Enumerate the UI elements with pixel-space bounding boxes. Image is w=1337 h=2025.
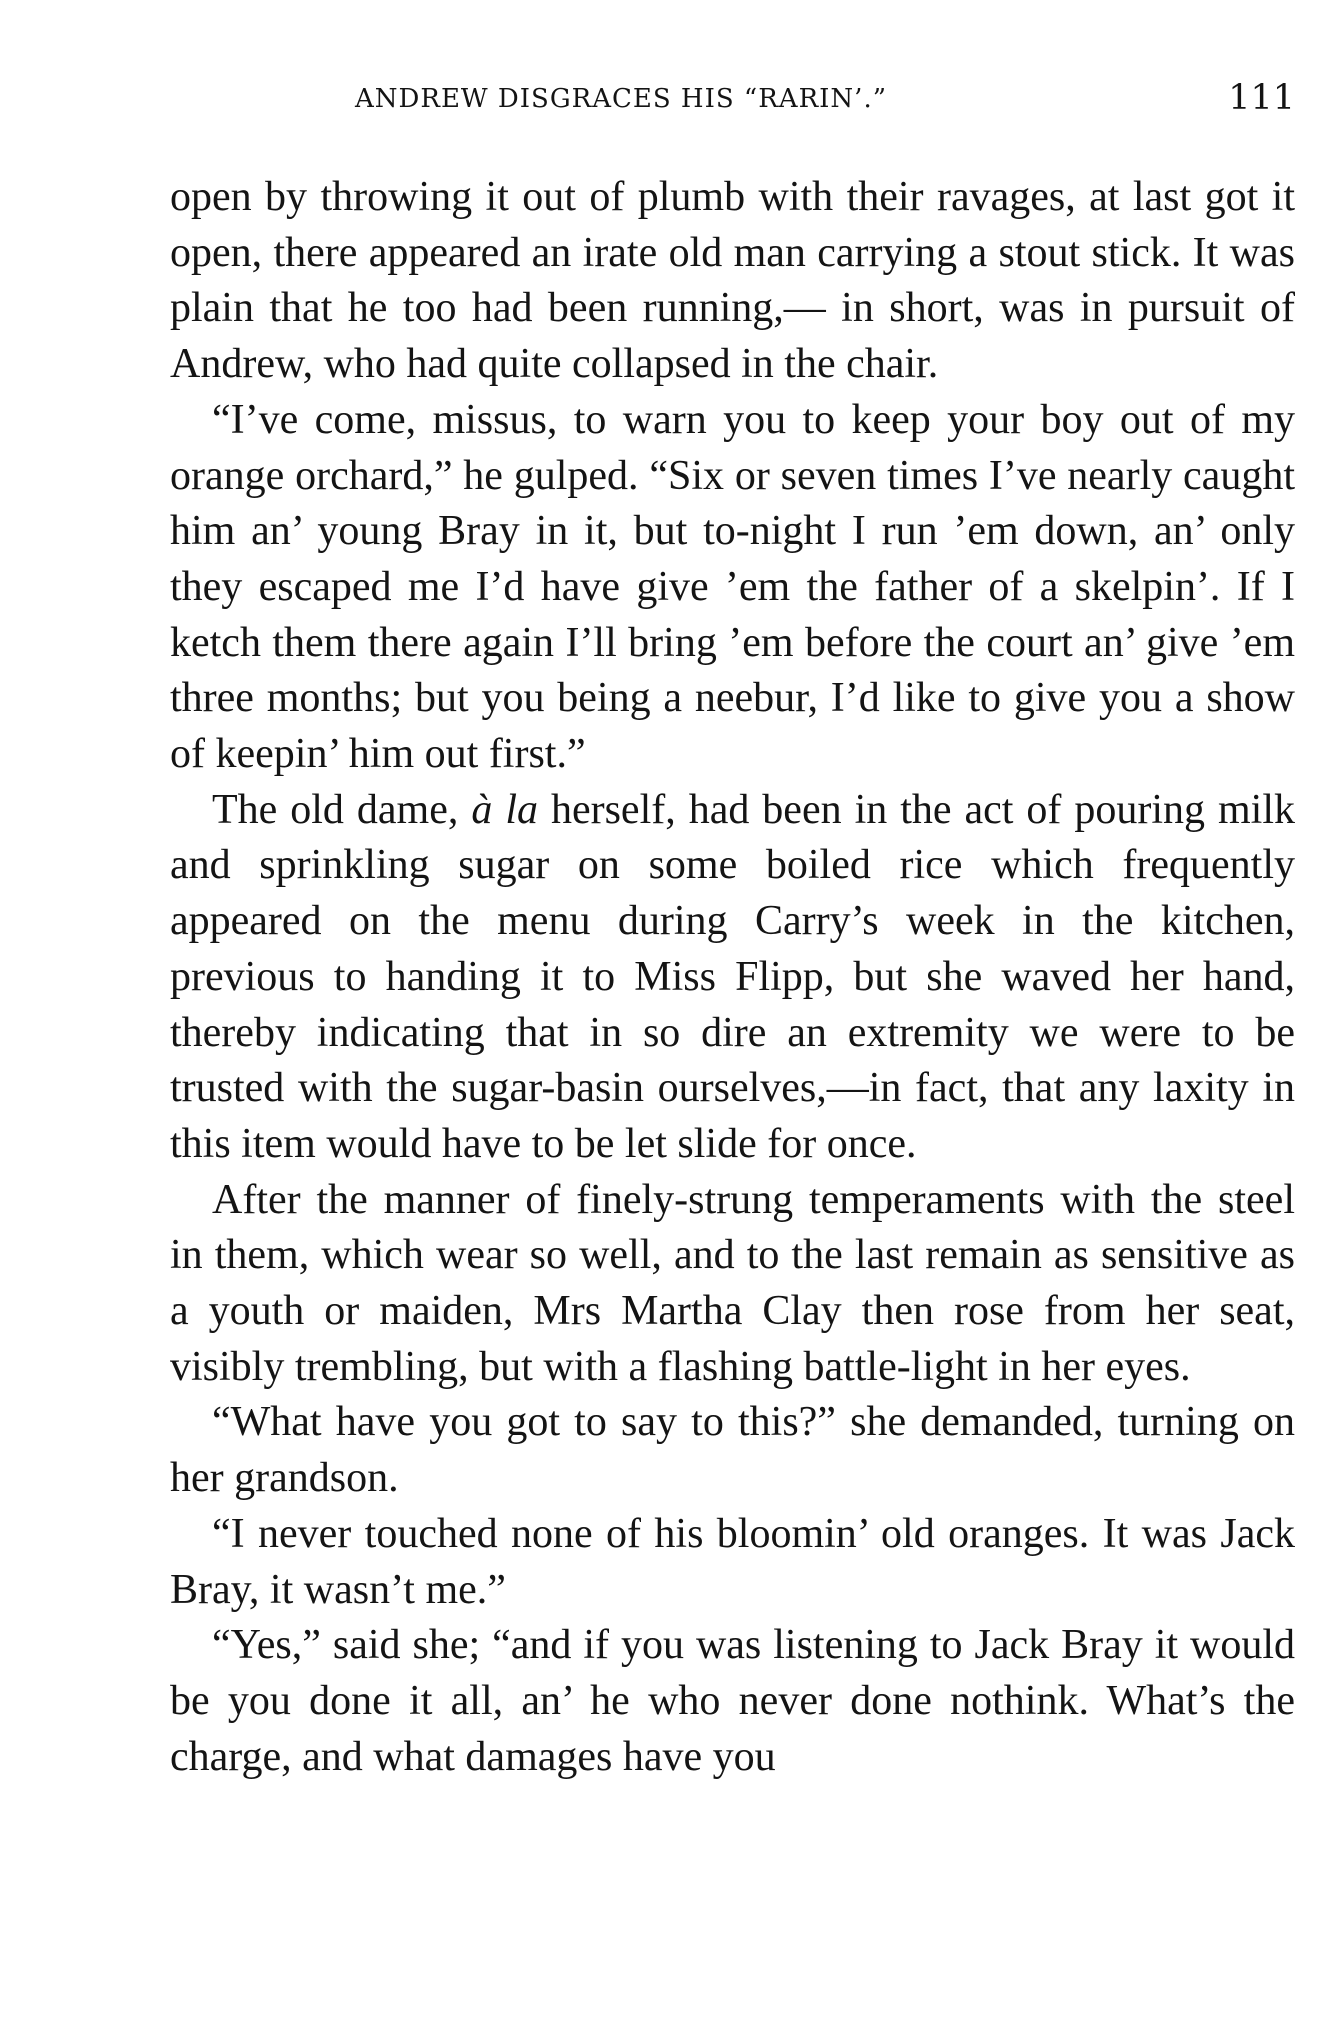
paragraph-1: open by throwing it out of plumb with their ravages, at last got it open, there appeared an irate old man carrying a stout stick. It was plain that he too had been running,— in short, was in pursuit of Andrew, who had quite collapsed in the chair. bbox=[170, 174, 1295, 388]
paragraph-3-italic: à la bbox=[471, 786, 538, 833]
running-head: ANDREW DISGRACES HIS “RARIN’.” bbox=[355, 84, 887, 114]
paragraph-3-after: herself, had been in the act of pouring milk and sprinkling sugar on some boiled rice which frequently appeared on the menu during Carry’s week in the kitchen, previous to handing it to Miss Flipp, but she waved her hand, thereby indicating that in so dire an extremity we were to be trusted with the sugar-basin ourselves,—in fact, that any laxity in this item would have to be let slide for once. bbox=[170, 786, 1295, 1167]
page-number: 111 bbox=[1228, 78, 1295, 118]
paragraph-5: “What have you got to say to this?” she demanded, turning on her grandson. bbox=[170, 1399, 1295, 1502]
page-header bbox=[170, 78, 1295, 128]
paragraph-3 bbox=[170, 783, 1295, 1173]
paragraph-2: “I’ve come, missus, to warn you to keep your boy out of my orange orchard,” he gulped. “Six or seven times I’ve nearly caught him an’ young Bray in it, but to-night I run ’em down, an’ only they escaped me I’d have give ’em the father of a skelpin’. If I ketch them there again I’ll bring ’em before the court an’ give ’em three months; but you being a neebur, I’d like to give you a show of keepin’ him out first.” bbox=[170, 396, 1295, 778]
paragraph-4: After the manner of finely-strung temperaments with the steel in them, which wear so well, and to the last remain as sensitive as a youth or maiden, Mrs Martha Clay then rose from her seat, visibly trembling, but with a flashing battle-light in her eyes. bbox=[170, 1176, 1295, 1390]
paragraph-7: “Yes,” said she; “and if you was listening to Jack Bray it would be you done it all, an’ he who never done nothink. What’s the charge, and what damages have you bbox=[170, 1622, 1295, 1780]
paragraph-6: “I never touched none of his bloomin’ old oranges. It was Jack Bray, it wasn’t me.” bbox=[170, 1510, 1295, 1613]
paragraph-3-before: The old dame, bbox=[212, 786, 472, 833]
body-text bbox=[170, 170, 1295, 1785]
